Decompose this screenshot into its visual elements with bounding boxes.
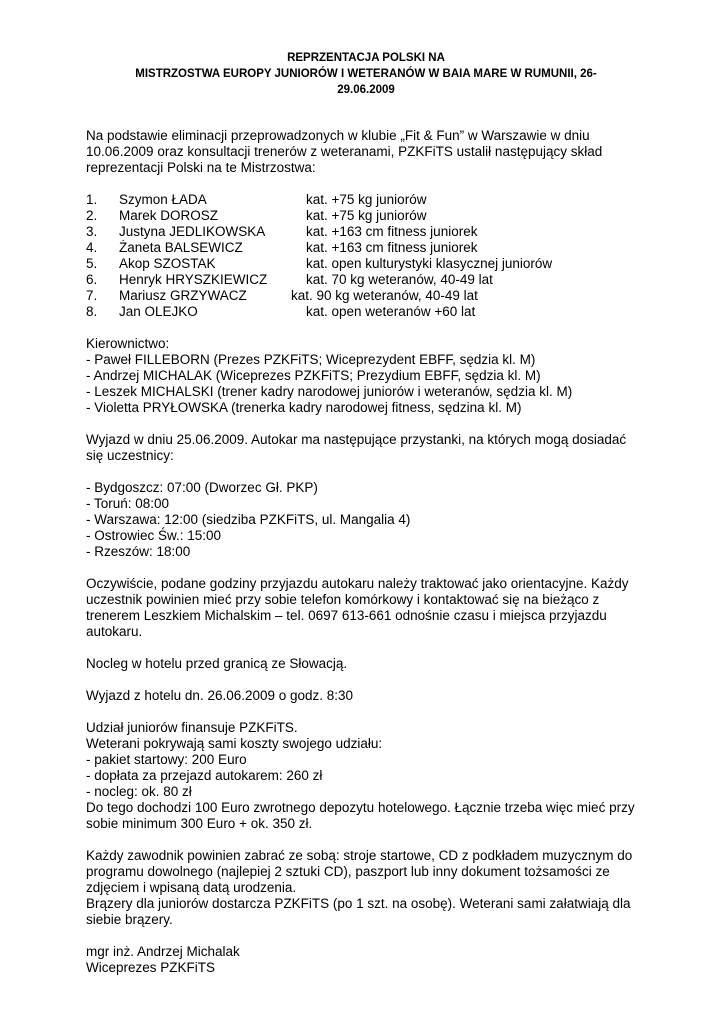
athlete-number: 4.	[86, 240, 98, 255]
departure-paragraph	[86, 432, 646, 464]
athlete-row	[86, 192, 646, 208]
athlete-category: kat. +163 cm fitness juniorek	[306, 240, 478, 255]
note-line: trenerem Leszkiem Michalskim – tel. 0697 613-661 odnośnie czasu i miejsca przyjazdu	[86, 608, 607, 623]
athlete-row	[86, 208, 646, 224]
athlete-name: Akop SZOSTAK	[119, 256, 216, 271]
finance-line: Udział juniorów finansuje PZKFiTS.	[86, 720, 298, 735]
finance-paragraph	[86, 720, 646, 832]
athlete-row	[86, 288, 646, 304]
equipment-line: zdjęciem i wpisaną datą urodzenia.	[86, 880, 297, 895]
management-item: - Andrzej MICHALAK (Wiceprezes PZKFiTS; Prezydium EBFF, sędzia kl. M)	[86, 368, 541, 383]
athlete-category: kat. +75 kg juniorów	[306, 208, 427, 223]
equipment-line: Każdy zawodnik powinien zabrać ze sobą: stroje startowe, CD z podkładem muzycznym do	[86, 848, 633, 863]
finance-line: Do tego dochodzi 100 Euro zwrotnego depozytu hotelowego. Łącznie trzeba więc mieć przy	[86, 800, 635, 815]
management-section	[86, 336, 646, 416]
athlete-number: 7.	[86, 288, 98, 303]
management-item: - Violetta PRYŁOWSKA (trenerka kadry narodowej fitness, sędzina kl. M)	[86, 400, 522, 415]
athlete-category: kat. 90 kg weteranów, 40-49 lat	[291, 288, 478, 303]
athlete-name: Szymon ŁADA	[119, 192, 207, 207]
note-line: Oczywiście, podane godziny przyjazdu autokaru należy traktować jako orientacyjne. Każdy	[86, 576, 629, 591]
hotel-departure-paragraph: Wyjazd z hotelu dn. 26.06.2009 o godz. 8:30	[86, 688, 354, 703]
bus-stop: - Ostrowiec Św.: 15:00	[86, 528, 222, 543]
signature-name: mgr inż. Andrzej Michalak	[86, 944, 240, 959]
hotel-paragraph: Nocleg w hotelu przed granicą ze Słowacją.	[86, 656, 348, 671]
title-line-2: MISTRZOSTWA EUROPY JUNIORÓW I WETERANÓW W BAIA MARE W RUMUNII, 26-	[135, 68, 597, 80]
athlete-name: Marek DOROSZ	[119, 208, 219, 223]
document-title	[86, 50, 646, 98]
bus-stop: - Rzeszów: 18:00	[86, 544, 191, 559]
intro-line: reprezentacji Polski na te Mistrzostwa:	[86, 160, 316, 175]
athlete-number: 1.	[86, 192, 98, 207]
bus-stop: - Warszawa: 12:00 (siedziba PZKFiTS, ul. Mangalia 4)	[86, 512, 411, 527]
athlete-category: kat. 70 kg weteranów, 40-49 lat	[306, 272, 493, 287]
athlete-name: Henryk HRYSZKIEWICZ	[119, 272, 268, 287]
arrival-note-paragraph	[86, 576, 646, 640]
athlete-name: Justyna JEDLIKOWSKA	[119, 224, 266, 239]
signature-block	[86, 944, 646, 976]
athlete-category: kat. open weteranów +60 lat	[306, 304, 476, 319]
athlete-category: kat. open kulturystyki klasycznej juniorów	[306, 256, 553, 271]
bus-stops-list	[86, 480, 646, 560]
athlete-number: 3.	[86, 224, 98, 239]
athlete-name: Jan OLEJKO	[119, 304, 198, 319]
athlete-category: kat. +75 kg juniorów	[306, 192, 427, 207]
bus-stop: - Bydgoszcz: 07:00 (Dworzec Gł. PKP)	[86, 480, 318, 495]
equipment-paragraph	[86, 848, 646, 928]
intro-line: 10.06.2009 oraz konsultacji trenerów z weteranami, PZKFiTS ustalił następujący skład	[86, 144, 603, 159]
equipment-line: siebie brązery.	[86, 912, 173, 927]
note-line: uczestnik powinien mieć przy sobie telefon komórkowy i kontaktować się na bieżąco z	[86, 592, 600, 607]
departure-line: Wyjazd w dniu 25.06.2009. Autokar ma następujące przystanki, na których mogą dosiadać	[86, 432, 627, 447]
equipment-line: Brązery dla juniorów dostarcza PZKFiTS (po 1 szt. na osobę). Weterani sami załatwiają dla	[86, 896, 631, 911]
management-item: - Paweł FILLEBORN (Prezes PZKFiTS; Wiceprezydent EBFF, sędzia kl. M)	[86, 352, 536, 367]
title-line-3: 29.06.2009	[337, 84, 395, 96]
athlete-row	[86, 224, 646, 240]
athlete-row	[86, 256, 646, 272]
management-heading: Kierownictwo:	[86, 336, 170, 351]
athlete-name: Żaneta BALSEWICZ	[119, 240, 243, 255]
athlete-number: 2.	[86, 208, 98, 223]
finance-line: - pakiet startowy: 200 Euro	[86, 752, 247, 767]
athlete-number: 5.	[86, 256, 98, 271]
departure-line: się uczestnicy:	[86, 448, 174, 463]
finance-line: Weterani pokrywają sami koszty swojego udziału:	[86, 736, 383, 751]
athlete-number: 6.	[86, 272, 98, 287]
equipment-line: programu dowolnego (najlepiej 2 sztuki CD), paszport lub inny dokument tożsamości ze	[86, 864, 610, 879]
management-item: - Leszek MICHALSKI (trener kadry narodowej juniorów i weteranów, sędzia kl. M)	[86, 384, 573, 399]
intro-paragraph	[86, 128, 646, 176]
finance-line: sobie minimum 300 Euro + ok. 350 zł.	[86, 816, 313, 831]
signature-role: Wiceprezes PZKFiTS	[86, 960, 216, 975]
athlete-name: Mariusz GRZYWACZ	[119, 288, 247, 303]
athlete-list	[86, 192, 646, 320]
finance-line: - nocleg: ok. 80 zł	[86, 784, 192, 799]
intro-line: Na podstawie eliminacji przeprowadzonych w klubie „Fit & Fun” w Warszawie w dniu	[86, 128, 590, 143]
athlete-row	[86, 240, 646, 256]
note-line: autokaru.	[86, 624, 143, 639]
athlete-number: 8.	[86, 304, 98, 319]
athlete-row	[86, 304, 646, 320]
finance-line: - dopłata za przejazd autokarem: 260 zł	[86, 768, 323, 783]
athlete-row	[86, 272, 646, 288]
athlete-category: kat. +163 cm fitness juniorek	[306, 224, 478, 239]
title-line-1: REPRZENTACJA POLSKI NA	[287, 52, 445, 64]
bus-stop: - Toruń: 08:00	[86, 496, 170, 511]
document-page	[86, 50, 646, 976]
